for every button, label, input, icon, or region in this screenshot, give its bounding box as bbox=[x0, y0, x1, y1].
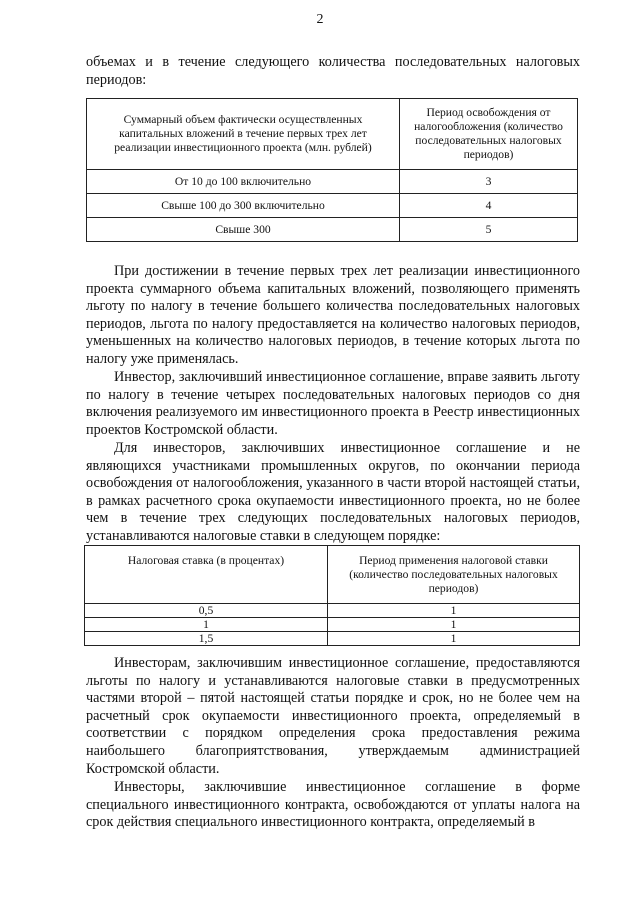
table-header-row bbox=[87, 99, 578, 170]
intro-paragraph: объемах и в течение следующего количества последовательных налоговых периодов: bbox=[86, 54, 580, 88]
rate-cell: 1,5 bbox=[85, 632, 328, 646]
period-cell: 1 bbox=[328, 618, 580, 632]
rate-cell: 0,5 bbox=[85, 604, 328, 618]
period-cell: 3 bbox=[400, 170, 578, 194]
rate-cell: 1 bbox=[85, 618, 328, 632]
paragraph-benefit-duration: Инвесторам, заключившим инвестиционное соглашение, предоставляются льготы по налогу и устанавливаются налоговые ставки в предусмотренных частями второй – пятой настоящей статьи порядке и срок, но не более чем на расчетный срок окупаемости инвестиционного проекта, определяемый в соответствии с порядком определения срока предоставления режима наибольшего благоприятствования, утверждаемым администрацией Костромской области. bbox=[86, 655, 580, 777]
paragraph-investment-threshold: При достижении в течение первых трех лет реализации инвестиционного проекта суммарного объема капитальных вложений, позволяющего применять льготу по налогу в течение большего количества последовательных налоговых периодов, льгота по налогу предоставляется на количество налоговых периодов, уменьшенных на количество налоговых периодов, в течение которых льгота по налогу уже применялась. bbox=[86, 263, 580, 367]
table-row bbox=[85, 604, 580, 618]
paragraph-special-contract: Инвесторы, заключившие инвестиционное соглашение в форме специального инвестиционного контракта, освобождаются от уплаты налога на срок действия специального инвестиционного контракта, определяемый в bbox=[86, 779, 580, 831]
period-cell: 4 bbox=[400, 194, 578, 218]
header-rate-period: Период применения налоговой ставки (количество последовательных налоговых периодов) bbox=[328, 546, 580, 604]
paragraph-tax-rates-intro: Для инвесторов, заключивших инвестиционное соглашение и не являющихся участниками промышленных округов, по окончании периода освобождения от налогообложения, указанного в части второй настоящей статьи, в рамках расчетного срока окупаемости инвестиционного проекта, но не более чем в течение трех следующих последовательных налоговых периодов, устанавливаются налоговые ставки в следующем порядке: bbox=[86, 440, 580, 544]
table-header-row bbox=[85, 546, 580, 604]
exemption-period-table bbox=[86, 98, 578, 242]
header-investment-volume: Суммарный объем фактически осуществленных капитальных вложений в течение первых трех лет реализации инвестиционного проекта (млн. рублей) bbox=[87, 99, 400, 170]
table-row bbox=[85, 632, 580, 646]
paragraph-investor-right: Инвестор, заключивший инвестиционное соглашение, вправе заявить льготу по налогу в течение четырех последовательных налоговых периодов со дня включения реализуемого им инвестиционного проекта в Реестр инвестиционных проектов Костромской области. bbox=[86, 369, 580, 438]
period-cell: 1 bbox=[328, 604, 580, 618]
table-row bbox=[85, 618, 580, 632]
table-row bbox=[87, 170, 578, 194]
header-tax-rate: Налоговая ставка (в процентах) bbox=[85, 546, 328, 604]
table-row bbox=[87, 194, 578, 218]
table-row bbox=[87, 218, 578, 242]
header-exemption-period: Период освобождения от налогообложения (количество последовательных налоговых периодов) bbox=[400, 99, 578, 170]
period-cell: 1 bbox=[328, 632, 580, 646]
period-cell: 5 bbox=[400, 218, 578, 242]
volume-cell: Свыше 300 bbox=[87, 218, 400, 242]
volume-cell: Свыше 100 до 300 включительно bbox=[87, 194, 400, 218]
volume-cell: От 10 до 100 включительно bbox=[87, 170, 400, 194]
tax-rate-table bbox=[84, 545, 580, 646]
page-number: 2 bbox=[316, 12, 324, 27]
